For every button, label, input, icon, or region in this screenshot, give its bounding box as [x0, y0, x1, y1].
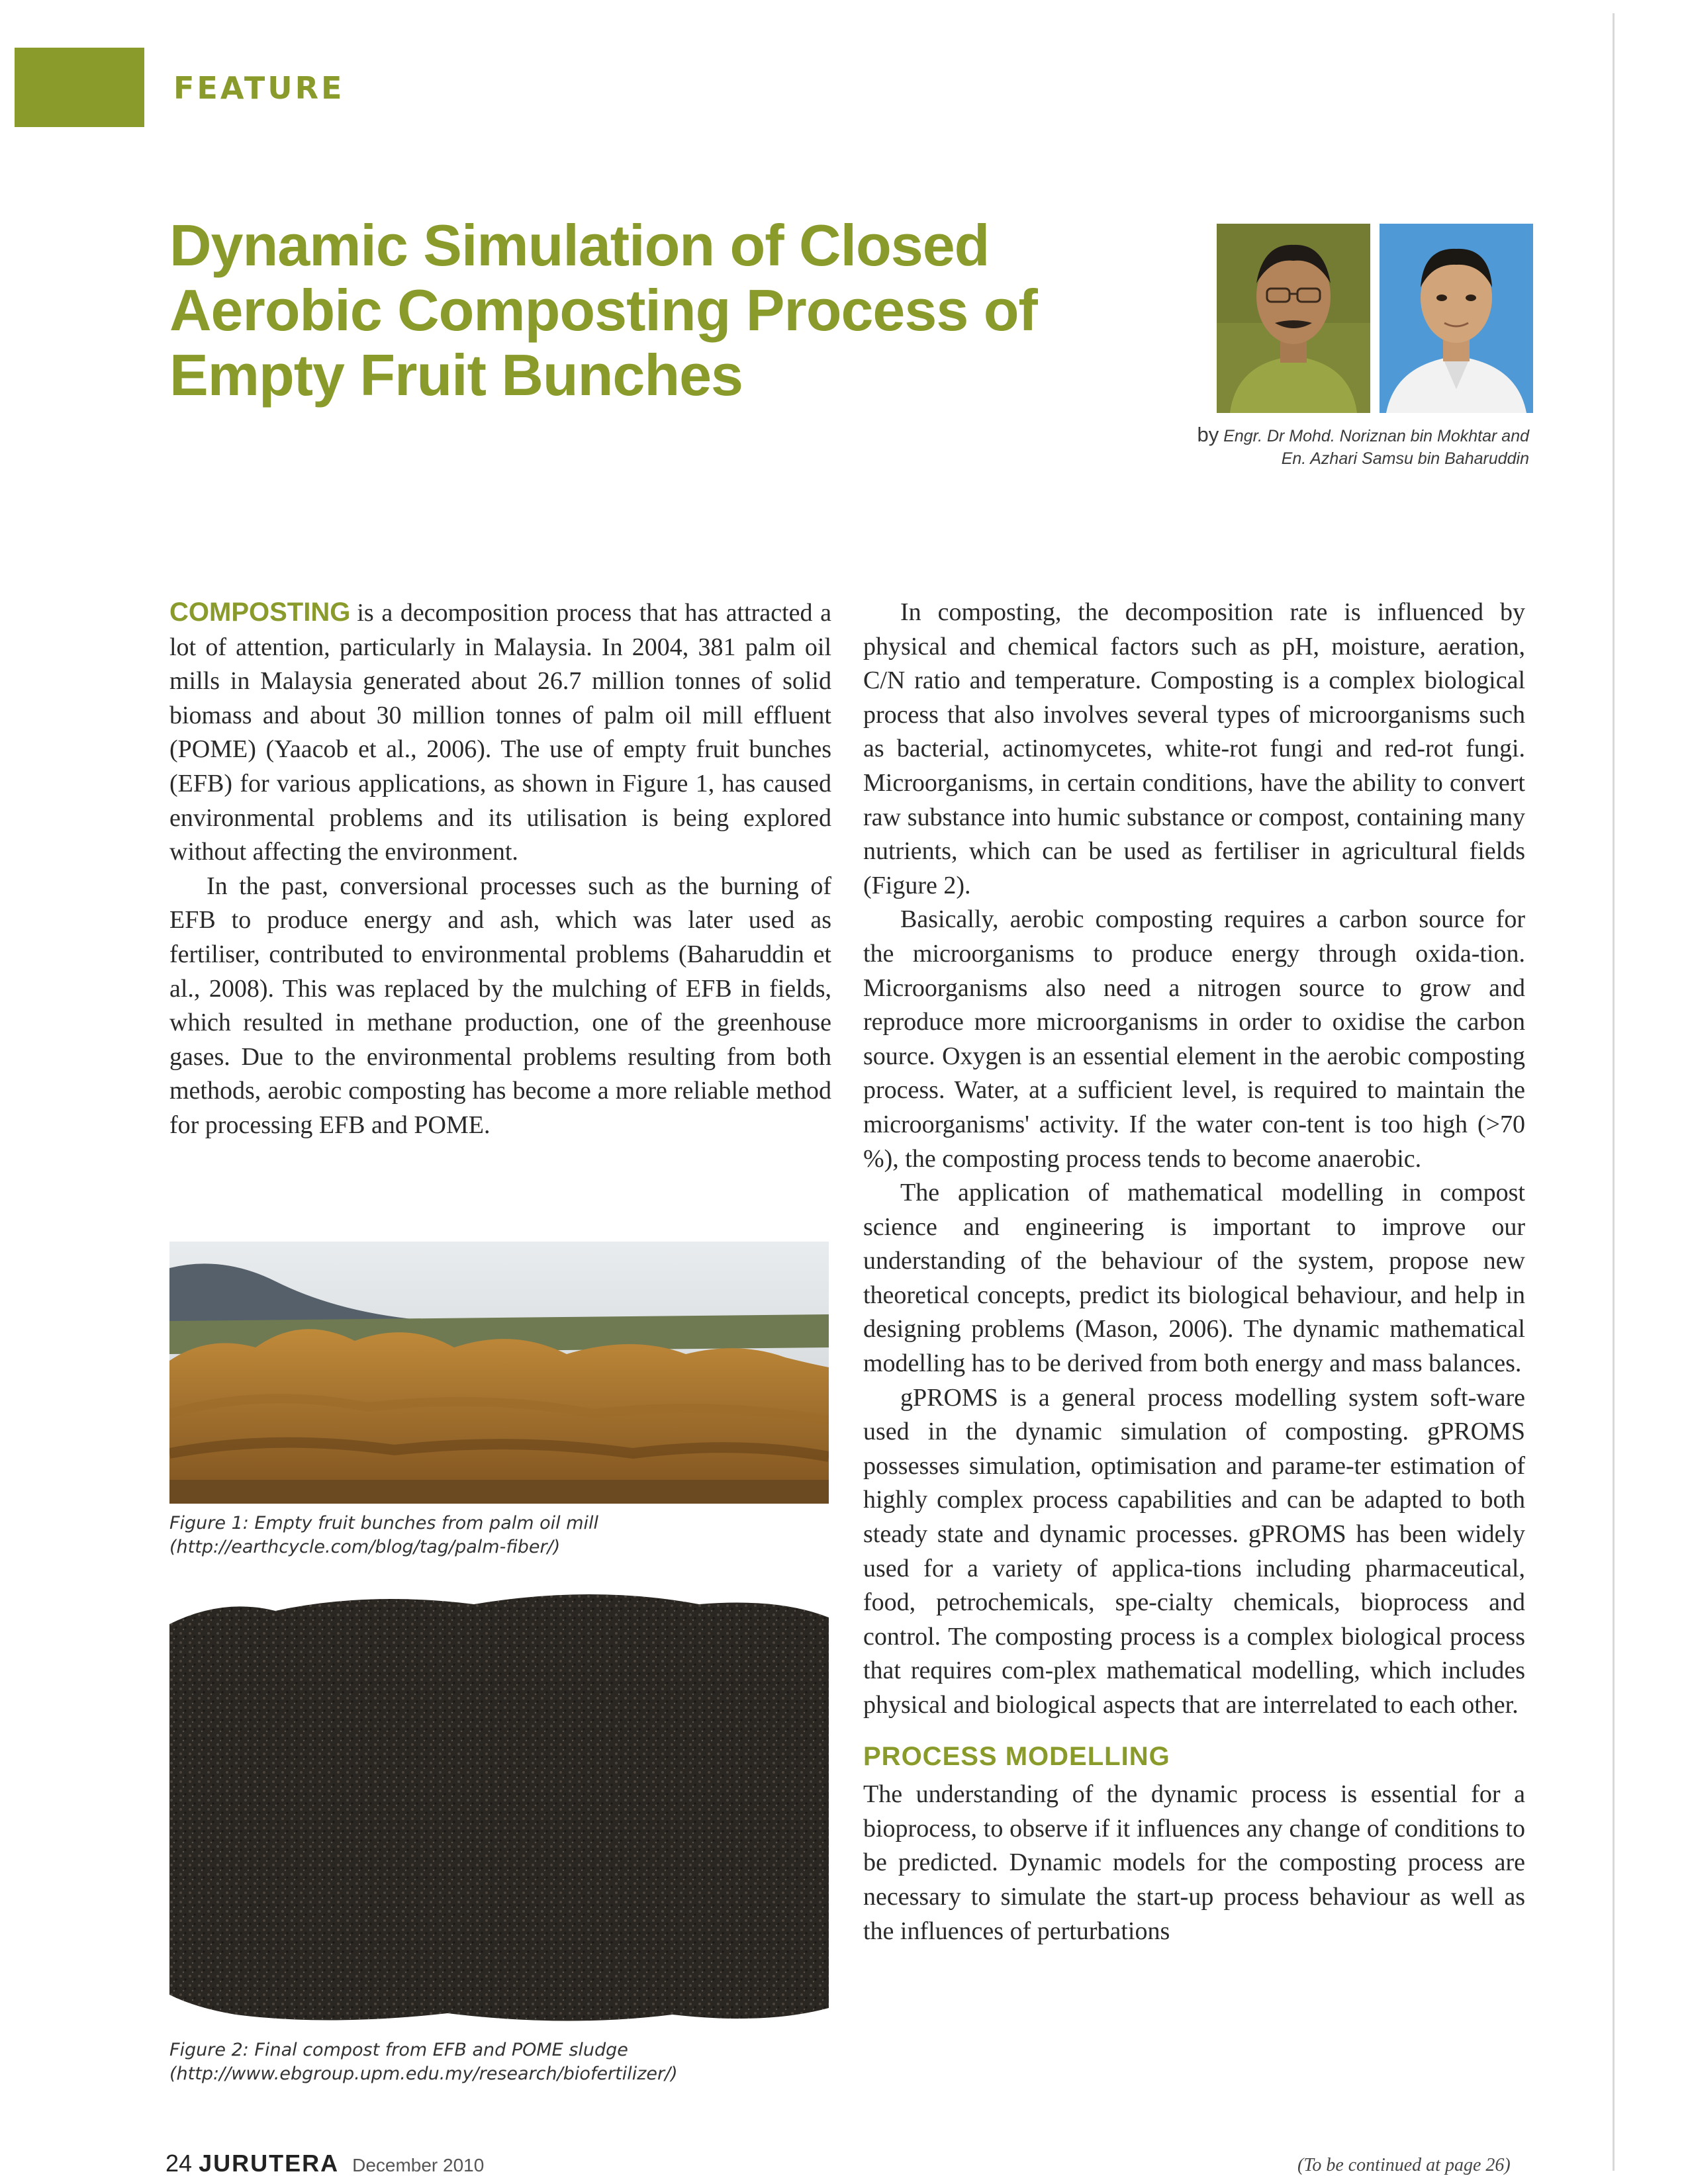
author-photo-1	[1217, 224, 1370, 413]
issue-date: December 2010	[352, 2155, 485, 2175]
author-photo-2	[1380, 224, 1533, 413]
byline	[1033, 424, 1529, 470]
figure-1-caption-title: Figure 1: Empty fruit bunches from palm oil mill	[169, 1513, 599, 1533]
paragraph-process-modelling: The understanding of the dynamic process is essential for a bioprocess, to observe if it influences any change of conditions to be predicted. Dynamic models for the composting process are necessary to simulate the start-up process behaviour as well as the influences of perturbations	[863, 1780, 1525, 1945]
page-number: 24	[165, 2150, 193, 2177]
byline-by: by	[1197, 423, 1219, 446]
paragraph-modelling: The application of mathematical modelling in compost science and engineering is important to improve our understanding of the behaviour of the system, propose new theoretical concepts, predict its biological behaviour, and help in designing problems (Mason, 2006). The dynamic mathematical modelling has to be derived from both energy and mass balances.	[863, 1179, 1525, 1378]
section-color-block	[15, 48, 144, 127]
paragraph-history: In the past, conversional processes such as the burning of EFB to produce energy and ash, which was later used as fertiliser, contributed to environmental problems (Baharuddin et al., 2008). This was replaced by the mulching of EFB in fields, which resulted in methane production, one of the greenhouse gases. Due to the environmental problems resulting from both methods, aerobic composting has become a more reliable method for processing EFB and POME.	[169, 872, 831, 1139]
figure-2-caption-source: (http://www.ebgroup.upm.edu.my/research/biofertilizer/)	[169, 2064, 678, 2084]
byline-author-2: En. Azhari Samsu bin Baharuddin	[1281, 449, 1529, 468]
paragraph-intro-body: is a decomposition process that has attracted a lot of attention, particularly in Malaysia. In 2004, 381 palm oil mills in Malaysia generated about 26.7 million tonnes of solid biomass and about 30 million tonnes of palm oil mill effluent (POME) (Yaacob et al., 2006). The use of empty fruit bunches (EFB) for various applications, as shown in Figure 1, has caused environmental problems and its utilisation is being explored without affecting the environment.	[169, 599, 831, 866]
page-edge-divider	[1613, 13, 1615, 2171]
figure-2-image	[169, 1584, 829, 2033]
article-title: Dynamic Simulation of Closed Aerobic Composting Process of Empty Fruit Bunches	[169, 212, 1037, 408]
figure-2-caption	[169, 2038, 831, 2086]
figure-1-caption	[169, 1512, 831, 1559]
paragraph-gproms: gPROMS is a general process modelling system soft-ware used in the dynamic simulation of composting. gPROMS possesses simulation, optimisation and parame-ter estimation of highly complex process capabilities and can be adapted to both steady state and dynamic processes. gPROMS has been widely used for a variety of applica-tions including pharmaceutical, food, petrochemicals, spe-cialty chemicals, bioprocess and control. The composting process is a complex biological process that requires com-plex mathematical modelling, which includes physical and biological aspects that are interrelated to each other.	[863, 1383, 1525, 1719]
paragraph-aerobic: Basically, aerobic composting requires a carbon source for the microorganisms to produce energy through oxida-tion. Microorganisms also need a nitrogen source to grow and reproduce more microorganisms in order to oxidise the carbon source. Oxygen is an essential element in the aerobic composting process. Water, at a sufficient level, is required to maintain the microorganisms' activity. If the water con-tent is too high (>70 %), the composting process tends to become anaerobic.	[863, 905, 1525, 1173]
magazine-name: JURUTERA	[199, 2150, 340, 2177]
paragraph-decomposition: In composting, the decomposition rate is influenced by physical and chemical factors such as pH, moisture, aeration, C/N ratio and temperature. Composting is a complex biological process that also involves several types of microorganisms such as bacterial, actinomycetes, white-rot fungi and red-rot fungi. Microorganisms, in certain conditions, have the ability to convert raw substance into humic substance or compost, containing many nutrients, which can be used as fertiliser in agricultural fields (Figure 2).	[863, 598, 1525, 899]
continued-note: (To be continued at page 26)	[1297, 2155, 1511, 2175]
byline-author-1: Engr. Dr Mohd. Noriznan bin Mokhtar and	[1223, 427, 1529, 445]
figure-1-image	[169, 1242, 829, 1504]
page-footer	[165, 2150, 484, 2177]
left-column	[169, 596, 831, 1143]
right-column	[863, 596, 1525, 1948]
lead-word: COMPOSTING	[169, 598, 351, 627]
section-heading-process-modelling: PROCESS MODELLING	[863, 1741, 1170, 1771]
figure-1-caption-source: (http://earthcycle.com/blog/tag/palm-fiber/)	[169, 1537, 561, 1557]
paragraph-intro	[169, 596, 831, 870]
figure-2-caption-title: Figure 2: Final compost from EFB and POME sludge	[169, 2040, 628, 2060]
section-label: FEATURE	[173, 70, 345, 106]
